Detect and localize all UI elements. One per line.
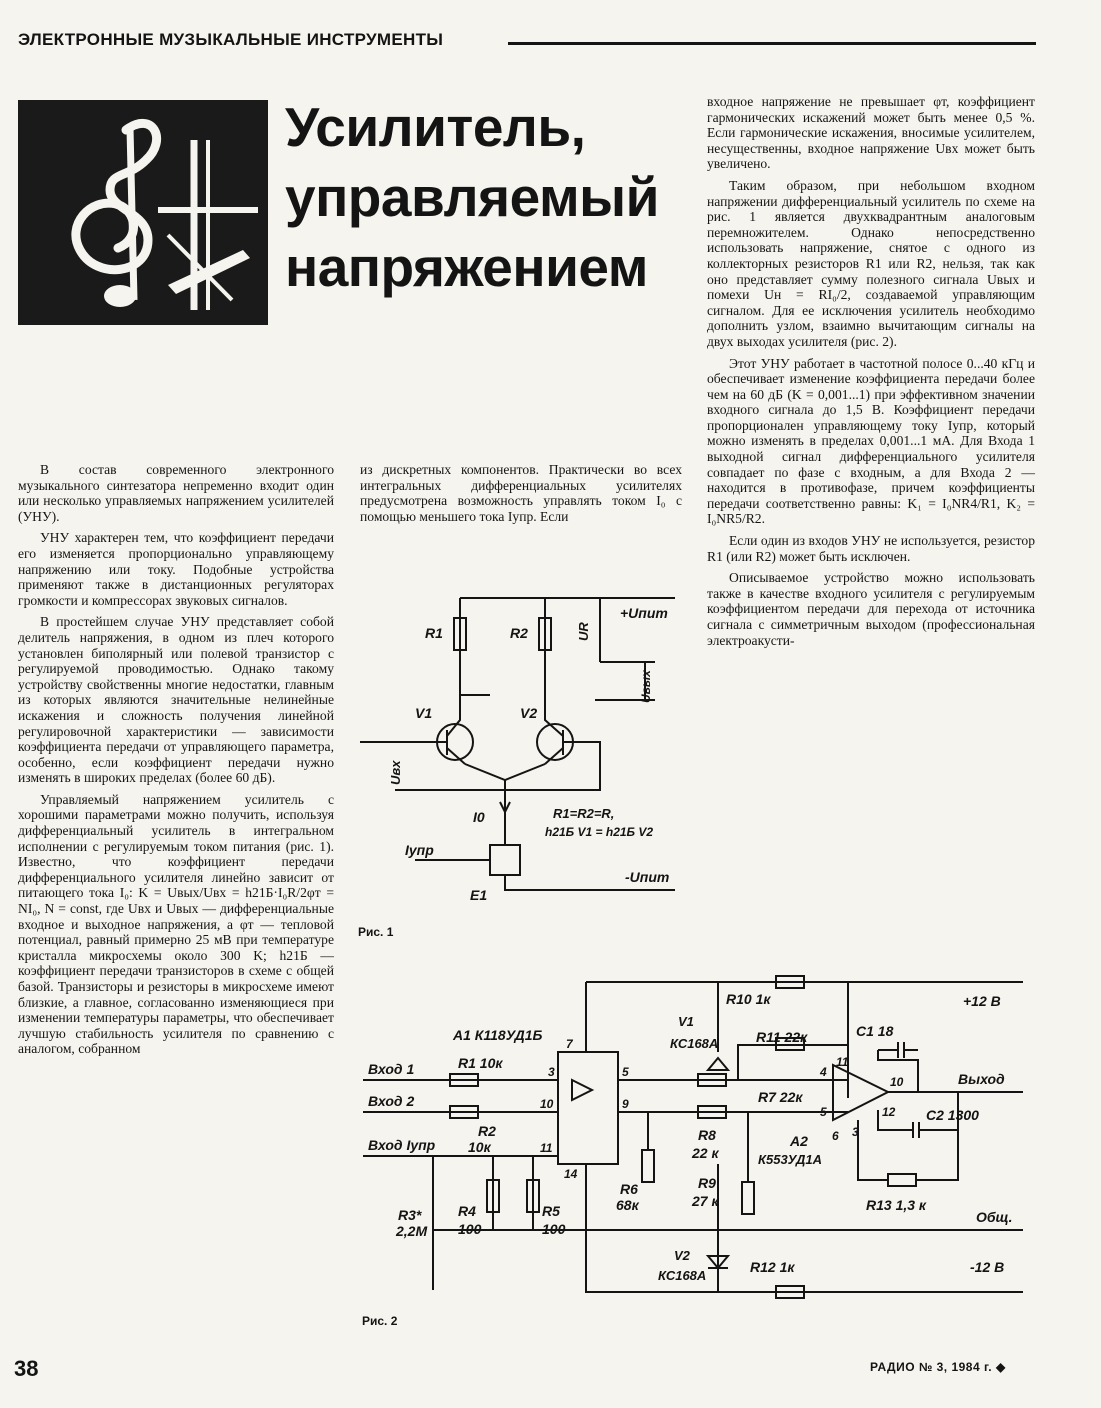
fig2-pin: 3 <box>852 1125 859 1139</box>
fig1-label: +Uпит <box>620 605 668 621</box>
fig2-label: V1 <box>678 1014 694 1029</box>
fig1-label: V2 <box>520 705 538 721</box>
music-instruments-logo <box>18 100 268 325</box>
paragraph: входное напряжение не превышает φт, коэффициент гармонических искажений может быть менее 0,5 %. Если гармонические искажения, вносимые усилителем, несущественны, входное напряжение Uвх может быть увеличено. <box>707 94 1035 172</box>
fig1-caption: Рис. 1 <box>358 925 394 939</box>
fig2-label: R2 <box>478 1123 496 1139</box>
paragraph: из дискретных компонентов. Практически во всех интегральных дифференциальных усилителях предусмотрена возможность управлять током I₀ с помощью меньшего тока Iупр. Если <box>360 462 682 524</box>
fig2-pin: 4 <box>820 1065 827 1079</box>
fig1-label: R1=R2=R, <box>553 806 615 821</box>
fig2-label: Выход <box>958 1071 1005 1087</box>
fig2-pin: 10 <box>540 1097 554 1111</box>
fig2-pin: 7 <box>566 1037 573 1051</box>
fig2-label: A1 К118УД1Б <box>453 1027 543 1043</box>
fig2-label: Общ. <box>976 1209 1013 1225</box>
fig2-label: КС168А <box>658 1268 707 1283</box>
fig2-pin: 11 <box>836 1055 849 1069</box>
fig2-label: Вход 1 <box>368 1061 415 1077</box>
fig2-label: 100 <box>542 1221 566 1237</box>
fig2-label: К553УД1А <box>758 1152 822 1167</box>
fig2-pin: 10 <box>890 1075 904 1089</box>
fig1-label: E1 <box>470 887 488 903</box>
paragraph: В состав современного электронного музыкального синтезатора непременно входит один или несколько управляемых напряжением усилителей (УНУ). <box>18 462 334 524</box>
fig2-label: КС168А <box>670 1036 719 1051</box>
fig2-label: R13 1,3 к <box>866 1197 927 1213</box>
fig2-label: R6 <box>620 1181 638 1197</box>
fig2-label: C2 1300 <box>926 1107 979 1123</box>
fig2-label: R7 22к <box>758 1089 803 1105</box>
fig1-label: I0 <box>473 809 485 825</box>
fig2-label: R8 <box>698 1127 716 1143</box>
section-rubric: ЭЛЕКТРОННЫЕ МУЗЫКАЛЬНЫЕ ИНСТРУМЕНТЫ <box>18 30 444 49</box>
fig2-pin: 3 <box>548 1065 555 1079</box>
fig2-label: 10к <box>468 1139 491 1155</box>
fig2-label: -12 В <box>970 1259 1005 1275</box>
diamond-icon: ◆ <box>995 1360 1006 1374</box>
fig1-label: Uвх <box>388 760 403 785</box>
fig2-label: C1 18 <box>856 1023 894 1039</box>
fig2-label: V2 <box>674 1248 690 1263</box>
fig1-label: h21Б V1 = h21Б V2 <box>545 825 654 839</box>
figure-2-schematic <box>358 970 1038 1310</box>
fig2-label: 22 к <box>692 1145 719 1161</box>
paragraph: Если один из входов УНУ не используется, резистор R1 (или R2) может быть исключен. <box>707 533 1035 564</box>
page-number: 38 <box>14 1356 39 1381</box>
fig2-pin: 9 <box>622 1097 629 1111</box>
fig2-label: R3* <box>398 1207 422 1223</box>
fig2-label: R1 10к <box>458 1055 503 1071</box>
fig2-label: 100 <box>458 1221 482 1237</box>
text-column-3 <box>707 94 1035 654</box>
paragraph: Управляемый напряжением усилитель с хорошими параметрами можно получить, используя дифференциальный усилитель в интегральном исполнении с регулируемым током питания (рис. 1). Известно, что коэффициент передачи дифференциального усилителя линейно зависит от питающего тока I₀: K = Uвых/Uвх = h21Б·I₀R/2φт = NI₀, N = const, где Uвх и Uвых — дифференциальные входное и выходное напряжения, а φт — тепловой потенциал, равный примерно 25 мВ при температуре кристалла микросхемы около 300 K; h21Б — коэффициент передачи транзисторов в схеме с общей базой. Транзисторы и резисторы в микросхеме имеют близкие, а главное, согласованно изменяющиеся при изменении температуры параметры, что обеспечивает лучшую стабильность усилителя по сравнению с аналогом, собранном <box>18 791 334 1057</box>
fig2-label: 68к <box>616 1197 639 1213</box>
fig2-label: R11 22к <box>756 1029 808 1045</box>
fig2-pin: 14 <box>564 1167 578 1181</box>
fig1-label: V1 <box>415 705 433 721</box>
fig2-pin: 5 <box>820 1105 827 1119</box>
paragraph: Описываемое устройство можно использовать также в качестве входного усилителя с регулируемым коэффициентом передачи для перехода от источника сигнала с симметричным выходом (профессиональная электроакусти- <box>707 570 1035 648</box>
fig2-caption: Рис. 2 <box>362 1314 398 1328</box>
fig2-label: R12 1к <box>750 1259 795 1275</box>
article-title <box>285 92 695 302</box>
fig2-label: A2 <box>790 1133 808 1149</box>
magazine-issue-text: РАДИО № 3, 1984 г. <box>870 1360 993 1374</box>
title-line-1: Усилитель, <box>285 96 586 158</box>
title-line-2: управляемый <box>285 166 659 228</box>
title-line-3: напряжением <box>285 236 648 298</box>
fig2-label: R4 <box>458 1203 476 1219</box>
fig2-label: Вход Iупр <box>368 1137 436 1153</box>
fig1-label: R2 <box>510 625 528 641</box>
rubric-divider <box>508 42 1036 45</box>
fig2-pin: 11 <box>540 1141 553 1155</box>
fig1-label: Uвых <box>639 670 653 703</box>
paragraph: Этот УНУ работает в частотной полосе 0...40 кГц и обеспечивает изменение коэффициента передачи более чем на 60 дБ (K = 0,001...1) при эффективном значении входного сигнала до 1,5 В. Коэффициент передачи пропорционален управляющему току Iупр, который можно изменять в пределах 0,001...1 мА. Для Входа 1 выходной сигнал дифференциального усилителя совпадает по фазе с входным, а для Входа 2 — находится в противофазе, причем коэффициенты передачи соответственно равны: K₁ = I₀NR4/R1, K₂ = I₀NR5/R2. <box>707 355 1035 527</box>
fig2-label: 2,2М <box>396 1223 428 1239</box>
fig1-label: Iупр <box>405 842 434 858</box>
paragraph: В простейшем случае УНУ представляет собой делитель напряжения, в одном из плеч которого установлен биполярный или полевой транзистор с регулируемой проводимостью. Однако такому устройству свойственны многие недостатки, главным из которых являются значительные нелинейные искажения и сложность получения линейной регулировочной характеристики — зависимости коэффициента передачи от управляющего параметра, особенно, если коэффициент передачи нужно изменять в широких пределах (более 60 дБ). <box>18 614 334 786</box>
text-column-2 <box>360 462 682 530</box>
fig2-label: Вход 2 <box>368 1093 415 1109</box>
paragraph: Таким образом, при небольшом входном напряжении дифференциальный усилитель по схеме на рис. 1 является двухквадрантным аналоговым перемножителем. Однако непосредственно использовать напряжение, снятое с одного из коллекторных резисторов R1 или R2, нельзя, так как оно представляет сумму полезного сигнала Uвых и помехи Uн = RI₀/2, создаваемой управляющим сигналом. Для ее исключения усилитель необходимо дополнить узлом, взаимно вычитающим сигналы на двух выходах усилителя (рис. 2). <box>707 177 1035 349</box>
fig2-pin: 12 <box>882 1105 896 1119</box>
fig1-label: R1 <box>425 625 443 641</box>
fig2-label: R9 <box>698 1175 716 1191</box>
fig1-label: UR <box>576 622 591 641</box>
figure-1-schematic <box>355 580 685 910</box>
fig2-label: R5 <box>542 1203 560 1219</box>
fig2-pin: 5 <box>622 1065 629 1079</box>
fig1-label: -Uпит <box>625 869 670 885</box>
fig2-label: 27 к <box>692 1193 719 1209</box>
fig2-label: +12 В <box>963 993 1001 1009</box>
fig2-pin: 6 <box>832 1129 839 1143</box>
fig2-label: R10 1к <box>726 991 771 1007</box>
text-column-1 <box>18 462 334 1063</box>
paragraph: УНУ характерен тем, что коэффициент передачи его изменяется пропорционально управляющему напряжению или току. Подобные устройства применяют также в дистанционных регуляторах громкости и компрессорах звуковых сигналов. <box>18 530 334 608</box>
magazine-issue <box>870 1360 1006 1374</box>
